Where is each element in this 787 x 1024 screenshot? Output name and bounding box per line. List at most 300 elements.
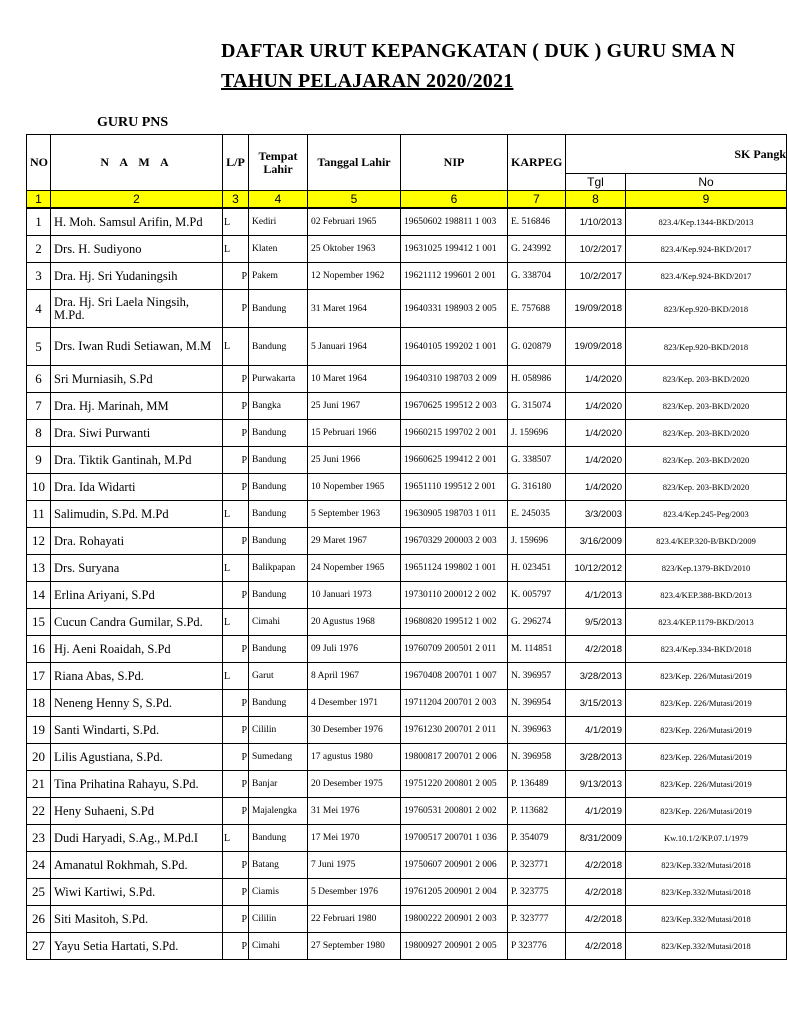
cell-no: 10 (27, 474, 51, 501)
cell-nip: 19670625 199512 2 003 (401, 393, 508, 420)
cell-sk-no: 823/Kep. 226/Mutasi/2019 (626, 798, 787, 825)
column-number: 7 (508, 191, 566, 209)
cell-nama: Drs. H. Sudiyono (51, 236, 223, 263)
cell-nip: 19750607 200901 2 006 (401, 852, 508, 879)
cell-tempat-lahir: Bandung (249, 825, 308, 852)
cell-lp (223, 609, 249, 636)
cell-no: 17 (27, 663, 51, 690)
gender-value: L (224, 616, 231, 628)
cell-tanggal-lahir: 30 Desember 1976 (308, 717, 401, 744)
cell-sk-tgl: 3/28/2013 (566, 744, 626, 771)
column-number: 1 (27, 191, 51, 209)
cell-karpeg: P. 113682 (508, 798, 566, 825)
cell-karpeg: N. 396957 (508, 663, 566, 690)
cell-tempat-lahir: Bandung (249, 582, 308, 609)
cell-sk-no: 823.4/Kep.245-Peg/2003 (626, 501, 787, 528)
cell-tanggal-lahir: 5 Januari 1964 (308, 328, 401, 366)
cell-karpeg: E. 757688 (508, 290, 566, 328)
table-row (27, 852, 787, 879)
cell-nama: Dra. Hj. Marinah, MM (51, 393, 223, 420)
cell-sk-no: 823/Kep.1379-BKD/2010 (626, 555, 787, 582)
gender-value: P (241, 805, 247, 817)
cell-lp (223, 690, 249, 717)
cell-sk-tgl: 4/2/2018 (566, 852, 626, 879)
column-number: 4 (249, 191, 308, 209)
cell-sk-tgl: 3/15/2013 (566, 690, 626, 717)
cell-karpeg: H. 058986 (508, 366, 566, 393)
table-row (27, 366, 787, 393)
cell-tempat-lahir: Kediri (249, 208, 308, 236)
table-row (27, 879, 787, 906)
cell-tempat-lahir: Bandung (249, 528, 308, 555)
table-row (27, 555, 787, 582)
cell-sk-no: 823.4/KEP.320-B/BKD/2009 (626, 528, 787, 555)
cell-tanggal-lahir: 5 Desember 1976 (308, 879, 401, 906)
cell-karpeg: P. 354079 (508, 825, 566, 852)
cell-sk-no: 823/Kep. 203-BKD/2020 (626, 366, 787, 393)
cell-tanggal-lahir: 02 Februari 1965 (308, 208, 401, 236)
header-lp: L/P (223, 135, 249, 191)
cell-no: 20 (27, 744, 51, 771)
cell-sk-tgl: 1/4/2020 (566, 447, 626, 474)
cell-nip: 19800222 200901 2 003 (401, 906, 508, 933)
cell-sk-tgl: 4/1/2019 (566, 717, 626, 744)
cell-sk-no: 823.4/Kep.924-BKD/2017 (626, 263, 787, 290)
cell-nip: 19660625 199412 2 001 (401, 447, 508, 474)
gender-value: P (241, 303, 247, 314)
table-body (27, 208, 787, 960)
column-number: 6 (401, 191, 508, 209)
cell-lp (223, 447, 249, 474)
cell-karpeg: N. 396963 (508, 717, 566, 744)
gender-value: P (241, 589, 247, 601)
cell-lp (223, 393, 249, 420)
cell-tanggal-lahir: 20 Desember 1975 (308, 771, 401, 798)
cell-nip: 19800817 200701 2 006 (401, 744, 508, 771)
cell-lp (223, 555, 249, 582)
gender-value: P (241, 913, 247, 925)
cell-lp (223, 263, 249, 290)
cell-sk-no: 823/Kep.332/Mutasi/2018 (626, 879, 787, 906)
gender-value: L (224, 832, 231, 844)
cell-nama: Dra. Hj. Sri Laela Ningsih, M.Pd. (51, 290, 223, 328)
cell-no: 23 (27, 825, 51, 852)
table-row (27, 582, 787, 609)
cell-tempat-lahir: Cimahi (249, 609, 308, 636)
cell-karpeg: G. 020879 (508, 328, 566, 366)
gender-value: L (224, 562, 231, 574)
cell-lp (223, 879, 249, 906)
header-nama: N A M A (51, 135, 223, 191)
cell-tempat-lahir: Bandung (249, 636, 308, 663)
cell-sk-tgl: 19/09/2018 (566, 328, 626, 366)
cell-sk-no: 823.4/KEP.388-BKD/2013 (626, 582, 787, 609)
cell-karpeg: N. 396958 (508, 744, 566, 771)
cell-tempat-lahir: Garut (249, 663, 308, 690)
header-tanggal-lahir: Tanggal Lahir (308, 135, 401, 191)
cell-no: 2 (27, 236, 51, 263)
gender-value: P (241, 724, 247, 736)
gender-value: L (224, 670, 231, 682)
cell-sk-no: 823/Kep. 226/Mutasi/2019 (626, 663, 787, 690)
cell-nip: 19751220 200801 2 005 (401, 771, 508, 798)
cell-tanggal-lahir: 25 Oktober 1963 (308, 236, 401, 263)
cell-nama: Yayu Setia Hartati, S.Pd. (51, 933, 223, 960)
cell-sk-tgl: 1/4/2020 (566, 366, 626, 393)
cell-lp (223, 906, 249, 933)
cell-karpeg: E. 516846 (508, 208, 566, 236)
cell-karpeg: G. 338507 (508, 447, 566, 474)
cell-tempat-lahir: Purwakarta (249, 366, 308, 393)
cell-nama: H. Moh. Samsul Arifin, M.Pd (51, 208, 223, 236)
cell-sk-no: 823/Kep. 203-BKD/2020 (626, 420, 787, 447)
cell-nip: 19680820 199512 1 002 (401, 609, 508, 636)
cell-no: 19 (27, 717, 51, 744)
cell-lp (223, 528, 249, 555)
cell-no: 5 (27, 328, 51, 366)
cell-tanggal-lahir: 27 September 1980 (308, 933, 401, 960)
cell-nama: Erlina Ariyani, S.Pd (51, 582, 223, 609)
cell-karpeg: P. 323775 (508, 879, 566, 906)
duk-table (26, 134, 787, 960)
cell-sk-no: Kw.10.1/2/KP.07.1/1979 (626, 825, 787, 852)
cell-nama: Dra. Hj. Sri Yudaningsih (51, 263, 223, 290)
cell-tanggal-lahir: 5 September 1963 (308, 501, 401, 528)
cell-tanggal-lahir: 22 Februari 1980 (308, 906, 401, 933)
cell-nama: Cucun Candra Gumilar, S.Pd. (51, 609, 223, 636)
table-row (27, 609, 787, 636)
cell-nama: Salimudin, S.Pd. M.Pd (51, 501, 223, 528)
cell-karpeg: J. 159696 (508, 528, 566, 555)
cell-tempat-lahir: Banjar (249, 771, 308, 798)
cell-nip: 19760531 200801 2 002 (401, 798, 508, 825)
cell-sk-tgl: 9/5/2013 (566, 609, 626, 636)
table-row (27, 290, 787, 328)
table-row (27, 690, 787, 717)
cell-lp (223, 852, 249, 879)
cell-nama: Tina Prihatina Rahayu, S.Pd. (51, 771, 223, 798)
cell-sk-no: 823/Kep. 226/Mutasi/2019 (626, 771, 787, 798)
cell-lp (223, 501, 249, 528)
cell-sk-tgl: 10/12/2012 (566, 555, 626, 582)
table-row (27, 636, 787, 663)
header-row (27, 135, 787, 174)
cell-no: 3 (27, 263, 51, 290)
cell-tempat-lahir: Bandung (249, 447, 308, 474)
section-label: GURU PNS (97, 115, 169, 130)
cell-tanggal-lahir: 29 Maret 1967 (308, 528, 401, 555)
cell-no: 6 (27, 366, 51, 393)
gender-value: P (241, 481, 247, 493)
cell-nip: 19700517 200701 1 036 (401, 825, 508, 852)
cell-nama: Dudi Haryadi, S.Ag., M.Pd.I (51, 825, 223, 852)
gender-value: P (241, 751, 247, 763)
cell-sk-tgl: 8/31/2009 (566, 825, 626, 852)
cell-tanggal-lahir: 31 Mei 1976 (308, 798, 401, 825)
document-title: DAFTAR URUT KEPANGKATAN ( DUK ) GURU SMA N (221, 40, 736, 62)
cell-nama: Dra. Rohayati (51, 528, 223, 555)
cell-karpeg: N. 396954 (508, 690, 566, 717)
cell-lp (223, 420, 249, 447)
cell-nama: Amanatul Rokhmah, S.Pd. (51, 852, 223, 879)
cell-karpeg: G. 243992 (508, 236, 566, 263)
header-sk-pangkat: SK Pangk (566, 135, 787, 174)
cell-karpeg: P. 323771 (508, 852, 566, 879)
table-row (27, 528, 787, 555)
cell-karpeg: J. 159696 (508, 420, 566, 447)
gender-value: L (224, 508, 231, 520)
cell-tanggal-lahir: 15 Pebruari 1966 (308, 420, 401, 447)
cell-lp (223, 366, 249, 393)
cell-karpeg: G. 296274 (508, 609, 566, 636)
cell-lp (223, 798, 249, 825)
cell-karpeg: M. 114851 (508, 636, 566, 663)
gender-value: P (241, 859, 247, 871)
cell-no: 14 (27, 582, 51, 609)
gender-value: P (241, 697, 247, 709)
cell-nama: Lilis Agustiana, S.Pd. (51, 744, 223, 771)
cell-no: 7 (27, 393, 51, 420)
gender-value: P (241, 886, 247, 898)
cell-karpeg: G. 315074 (508, 393, 566, 420)
table-row (27, 263, 787, 290)
cell-tempat-lahir: Bandung (249, 420, 308, 447)
cell-tempat-lahir: Cililin (249, 906, 308, 933)
gender-value: P (241, 778, 247, 790)
cell-no: 12 (27, 528, 51, 555)
gender-value: L (224, 216, 231, 228)
cell-tanggal-lahir: 12 Nopember 1962 (308, 263, 401, 290)
table-row (27, 798, 787, 825)
header-sk-tgl: Tgl (566, 174, 626, 191)
cell-tanggal-lahir: 24 Nopember 1965 (308, 555, 401, 582)
cell-sk-tgl: 1/4/2020 (566, 393, 626, 420)
cell-lp (223, 328, 249, 366)
cell-karpeg: K. 005797 (508, 582, 566, 609)
gender-value: P (241, 427, 247, 439)
cell-nama: Riana Abas, S.Pd. (51, 663, 223, 690)
cell-sk-no: 823/Kep. 226/Mutasi/2019 (626, 744, 787, 771)
cell-no: 18 (27, 690, 51, 717)
cell-lp (223, 663, 249, 690)
cell-sk-no: 823/Kep. 203-BKD/2020 (626, 447, 787, 474)
cell-tempat-lahir: Pakem (249, 263, 308, 290)
cell-no: 4 (27, 290, 51, 328)
cell-tempat-lahir: Bandung (249, 290, 308, 328)
cell-tanggal-lahir: 31 Maret 1964 (308, 290, 401, 328)
cell-tanggal-lahir: 8 April 1967 (308, 663, 401, 690)
gender-value: P (241, 454, 247, 466)
cell-tempat-lahir: Klaten (249, 236, 308, 263)
cell-lp (223, 825, 249, 852)
cell-karpeg: P 323776 (508, 933, 566, 960)
cell-lp (223, 474, 249, 501)
cell-sk-tgl: 3/28/2013 (566, 663, 626, 690)
cell-sk-no: 823/Kep.920-BKD/2018 (626, 328, 787, 366)
cell-lp (223, 933, 249, 960)
cell-karpeg: G. 338704 (508, 263, 566, 290)
column-number: 3 (223, 191, 249, 209)
cell-sk-no: 823.4/Kep.1344-BKD/2013 (626, 208, 787, 236)
cell-sk-tgl: 4/1/2013 (566, 582, 626, 609)
cell-sk-tgl: 19/09/2018 (566, 290, 626, 328)
cell-sk-tgl: 4/2/2018 (566, 933, 626, 960)
cell-nip: 19650602 198811 1 003 (401, 208, 508, 236)
cell-lp (223, 208, 249, 236)
table-row (27, 933, 787, 960)
cell-nip: 19630905 198703 1 011 (401, 501, 508, 528)
cell-tanggal-lahir: 25 Juni 1967 (308, 393, 401, 420)
cell-sk-tgl: 4/2/2018 (566, 906, 626, 933)
cell-tanggal-lahir: 10 Januari 1973 (308, 582, 401, 609)
cell-tempat-lahir: Majalengka (249, 798, 308, 825)
gender-value: P (241, 940, 247, 952)
cell-nip: 19621112 199601 2 001 (401, 263, 508, 290)
cell-tanggal-lahir: 09 Juli 1976 (308, 636, 401, 663)
cell-tempat-lahir: Bandung (249, 328, 308, 366)
header-karpeg: KARPEG (508, 135, 566, 191)
gender-value: L (224, 243, 231, 255)
cell-lp (223, 290, 249, 328)
cell-sk-tgl: 1/4/2020 (566, 420, 626, 447)
cell-tempat-lahir: Balikpapan (249, 555, 308, 582)
cell-lp (223, 636, 249, 663)
duk-table-container (26, 134, 786, 980)
cell-sk-no: 823/Kep. 203-BKD/2020 (626, 474, 787, 501)
cell-no: 26 (27, 906, 51, 933)
cell-sk-tgl: 10/2/2017 (566, 236, 626, 263)
cell-no: 25 (27, 879, 51, 906)
gender-value: P (241, 535, 247, 547)
cell-sk-tgl: 4/2/2018 (566, 879, 626, 906)
cell-sk-no: 823.4/KEP.1179-BKD/2013 (626, 609, 787, 636)
gender-value: P (241, 270, 247, 282)
cell-no: 21 (27, 771, 51, 798)
cell-sk-tgl: 4/2/2018 (566, 636, 626, 663)
cell-sk-tgl: 3/16/2009 (566, 528, 626, 555)
cell-nama: Wiwi Kartiwi, S.Pd. (51, 879, 223, 906)
cell-lp (223, 771, 249, 798)
cell-nip: 19640310 198703 2 009 (401, 366, 508, 393)
cell-nama: Drs. Suryana (51, 555, 223, 582)
cell-nama: Dra. Tiktik Gantinah, M.Pd (51, 447, 223, 474)
cell-nip: 19670329 200003 2 003 (401, 528, 508, 555)
cell-nip: 19761205 200901 2 004 (401, 879, 508, 906)
cell-no: 22 (27, 798, 51, 825)
cell-nip: 19761230 200701 2 011 (401, 717, 508, 744)
cell-tempat-lahir: Bandung (249, 501, 308, 528)
gender-value: P (241, 373, 247, 385)
cell-sk-no: 823.4/Kep.334-BKD/2018 (626, 636, 787, 663)
table-row (27, 906, 787, 933)
table-row (27, 501, 787, 528)
cell-no: 13 (27, 555, 51, 582)
cell-tempat-lahir: Bandung (249, 690, 308, 717)
gender-value: P (241, 643, 247, 655)
cell-sk-tgl: 1/4/2020 (566, 474, 626, 501)
document-subtitle: TAHUN PELAJARAN 2020/2021 (221, 70, 514, 92)
cell-tempat-lahir: Bangka (249, 393, 308, 420)
cell-nama: Siti Masitoh, S.Pd. (51, 906, 223, 933)
cell-nama: Dra. Siwi Purwanti (51, 420, 223, 447)
cell-tempat-lahir: Ciamis (249, 879, 308, 906)
column-number: 2 (51, 191, 223, 209)
header-nip: NIP (401, 135, 508, 191)
cell-sk-no: 823/Kep.920-BKD/2018 (626, 290, 787, 328)
cell-nama: Dra. Ida Widarti (51, 474, 223, 501)
cell-nip: 19640105 199202 1 001 (401, 328, 508, 366)
cell-no: 11 (27, 501, 51, 528)
table-row (27, 663, 787, 690)
table-row (27, 447, 787, 474)
table-row (27, 208, 787, 236)
cell-sk-tgl: 1/10/2013 (566, 208, 626, 236)
cell-tanggal-lahir: 7 Juni 1975 (308, 852, 401, 879)
cell-sk-no: 823/Kep.332/Mutasi/2018 (626, 852, 787, 879)
cell-nama: Santi Windarti, S.Pd. (51, 717, 223, 744)
cell-karpeg: P. 323777 (508, 906, 566, 933)
cell-nip: 19651110 199512 2 001 (401, 474, 508, 501)
cell-tanggal-lahir: 10 Maret 1964 (308, 366, 401, 393)
cell-lp (223, 582, 249, 609)
cell-sk-no: 823/Kep.332/Mutasi/2018 (626, 906, 787, 933)
cell-sk-no: 823/Kep. 203-BKD/2020 (626, 393, 787, 420)
cell-sk-tgl: 9/13/2013 (566, 771, 626, 798)
cell-tempat-lahir: Cililin (249, 717, 308, 744)
cell-karpeg: P. 136489 (508, 771, 566, 798)
cell-no: 9 (27, 447, 51, 474)
cell-nip: 19631025 199412 1 001 (401, 236, 508, 263)
cell-no: 15 (27, 609, 51, 636)
cell-nama: Hj. Aeni Roaidah, S.Pd (51, 636, 223, 663)
cell-no: 24 (27, 852, 51, 879)
cell-nama: Drs. Iwan Rudi Setiawan, M.M (51, 328, 223, 366)
gender-value: L (224, 341, 231, 352)
cell-nip: 19640331 198903 2 005 (401, 290, 508, 328)
table-row (27, 393, 787, 420)
cell-tanggal-lahir: 4 Desember 1971 (308, 690, 401, 717)
cell-nama: Sri Murniasih, S.Pd (51, 366, 223, 393)
cell-karpeg: H. 023451 (508, 555, 566, 582)
cell-no: 27 (27, 933, 51, 960)
cell-nama: Heny Suhaeni, S.Pd (51, 798, 223, 825)
gender-value: P (241, 400, 247, 412)
cell-lp (223, 236, 249, 263)
cell-nip: 19760709 200501 2 011 (401, 636, 508, 663)
cell-sk-no: 823/Kep. 226/Mutasi/2019 (626, 717, 787, 744)
header-sk-no: No (626, 174, 787, 191)
cell-tempat-lahir: Sumedang (249, 744, 308, 771)
cell-tanggal-lahir: 17 agustus 1980 (308, 744, 401, 771)
table-row (27, 744, 787, 771)
column-number: 5 (308, 191, 401, 209)
cell-nip: 19670408 200701 1 007 (401, 663, 508, 690)
cell-nip: 19660215 199702 2 001 (401, 420, 508, 447)
table-row (27, 474, 787, 501)
cell-nip: 19800927 200901 2 005 (401, 933, 508, 960)
cell-tanggal-lahir: 25 Juni 1966 (308, 447, 401, 474)
cell-lp (223, 744, 249, 771)
header-no: NO (27, 135, 51, 191)
cell-nip: 19651124 199802 1 001 (401, 555, 508, 582)
cell-tanggal-lahir: 10 Nopember 1965 (308, 474, 401, 501)
cell-tempat-lahir: Batang (249, 852, 308, 879)
cell-sk-no: 823/Kep.332/Mutasi/2018 (626, 933, 787, 960)
cell-sk-no: 823/Kep. 226/Mutasi/2019 (626, 690, 787, 717)
cell-tanggal-lahir: 17 Mei 1970 (308, 825, 401, 852)
column-number: 8 (566, 191, 626, 209)
cell-nip: 19711204 200701 2 003 (401, 690, 508, 717)
